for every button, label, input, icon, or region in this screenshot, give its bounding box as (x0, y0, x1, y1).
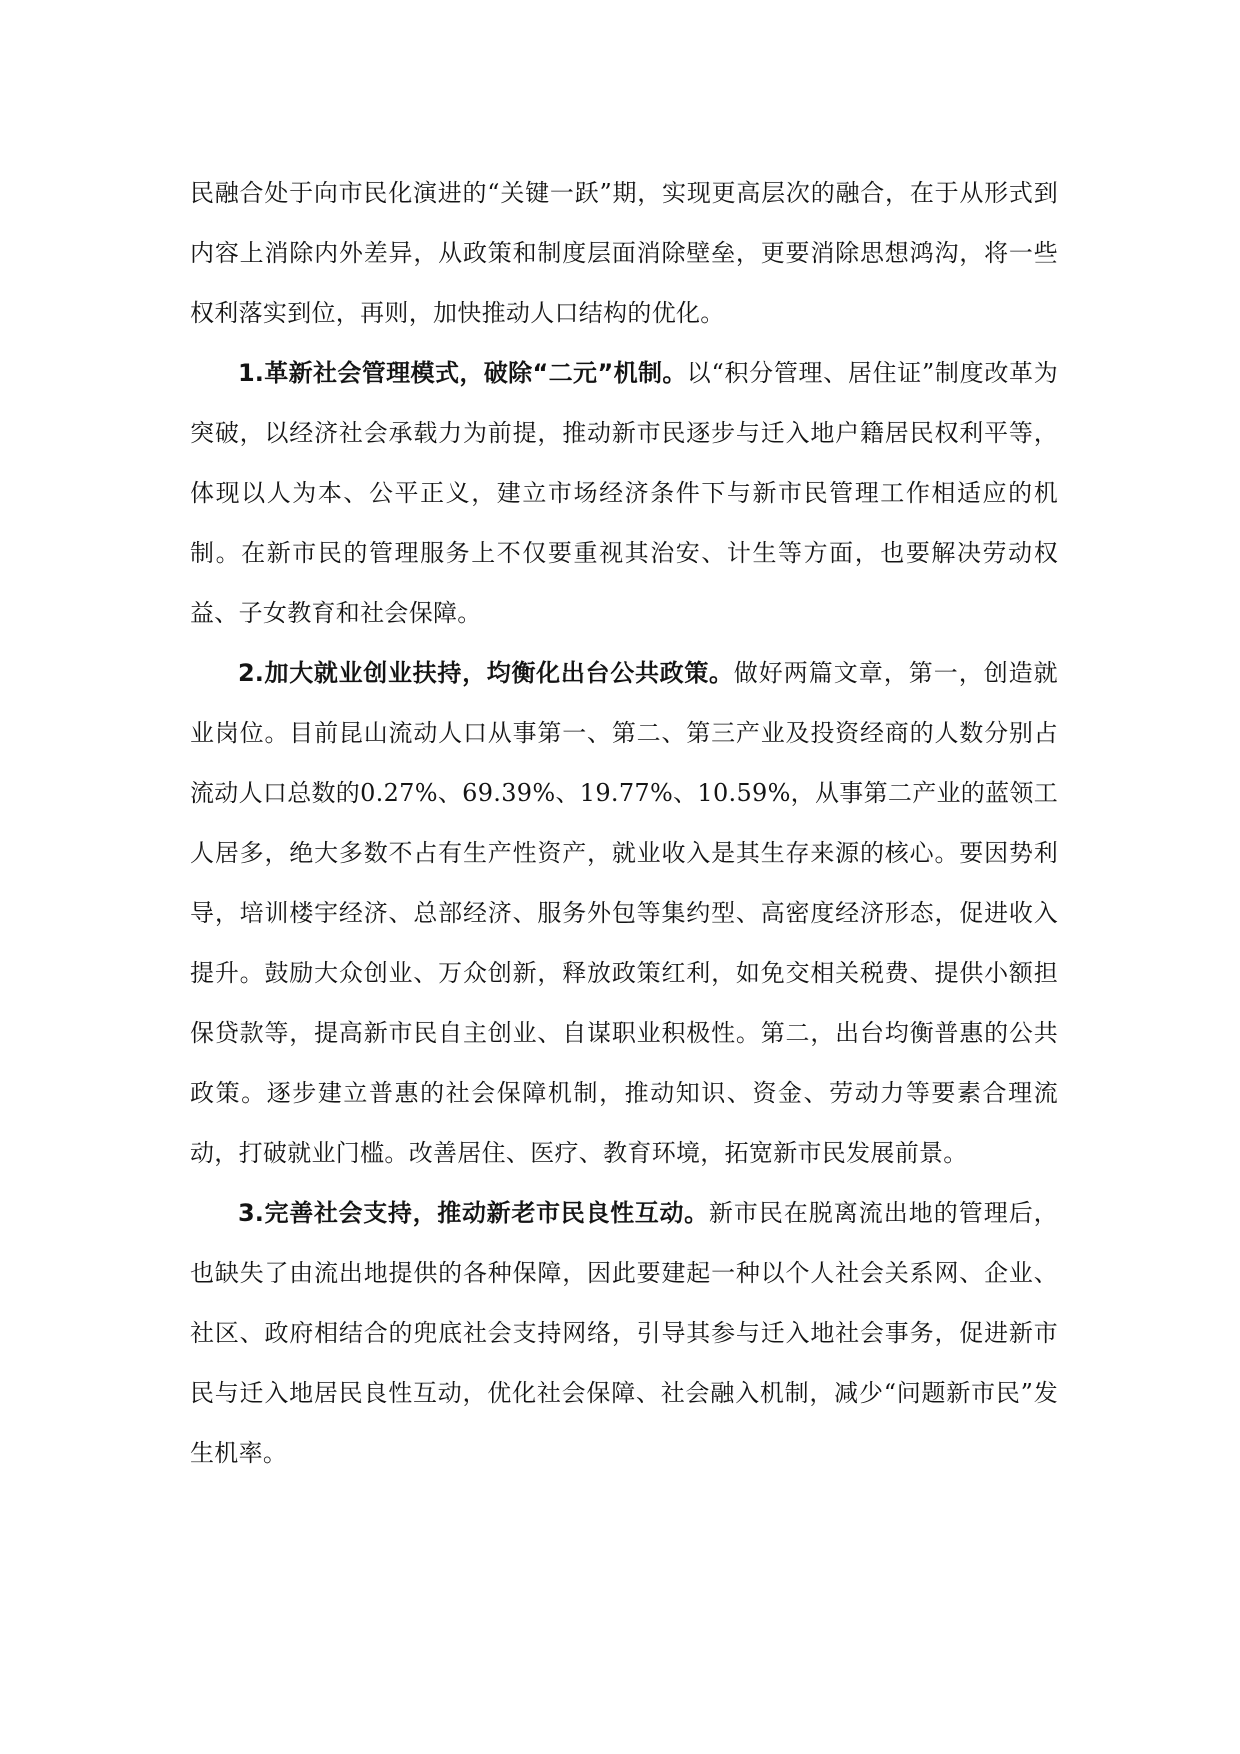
paragraph-heading: 3.完善社会支持，推动新老市民良性互动。 (238, 1199, 709, 1227)
paragraph-heading: 1.革新社会管理模式，破除“二元”机制。 (238, 359, 687, 387)
paragraph-heading: 2.加大就业创业扶持，均衡化出台公共政策。 (238, 659, 734, 687)
paragraph-text: 新市民在脱离流出地的管理后，也缺失了由流出地提供的各种保障，因此要建起一种以个人社会关系网、企业、社区、政府相结合的兜底社会支持网络，引导其参与迁入地社会事务，促进新市民与迁入地居民良性互动，优化社会保障、社会融入机制，减少“问题新市民”发生机率。 (190, 1199, 1058, 1467)
paragraph-3 (190, 1183, 1058, 1483)
document-body (190, 163, 1058, 1483)
paragraph-text: 做好两篇文章，第一，创造就业岗位。目前昆山流动人口从事第一、第二、第三产业及投资经商的人数分别占流动人口总数的0.27%、69.39%、19.77%、10.59%，从事第二产业的蓝领工人居多，绝大多数不占有生产性资产，就业收入是其生存来源的核心。要因势利导，培训楼宇经济、总部经济、服务外包等集约型、高密度经济形态，促进收入提升。鼓励大众创业、万众创新，释放政策红利，如免交相关税费、提供小额担保贷款等，提高新市民自主创业、自谋职业积极性。第二，出台均衡普惠的公共政策。逐步建立普惠的社会保障机制，推动知识、资金、劳动力等要素合理流动，打破就业门槛。改善居住、医疗、教育环境，拓宽新市民发展前景。 (190, 659, 1058, 1167)
paragraph-2 (190, 643, 1058, 1183)
paragraph-text: 以“积分管理、居住证”制度改革为突破，以经济社会承载力为前提，推动新市民逐步与迁入地户籍居民权利平等，体现以人为本、公平正义，建立市场经济条件下与新市民管理工作相适应的机制。在新市民的管理服务上不仅要重视其治安、计生等方面，也要解决劳动权益、子女教育和社会保障。 (190, 359, 1058, 627)
paragraph-1 (190, 343, 1058, 643)
paragraph-text: 民融合处于向市民化演进的“关键一跃”期，实现更高层次的融合，在于从形式到内容上消除内外差异，从政策和制度层面消除壁垒，更要消除思想鸿沟，将一些权利落实到位，再则，加快推动人口结构的优化。 (190, 179, 1058, 327)
paragraph-continuation (190, 163, 1058, 343)
